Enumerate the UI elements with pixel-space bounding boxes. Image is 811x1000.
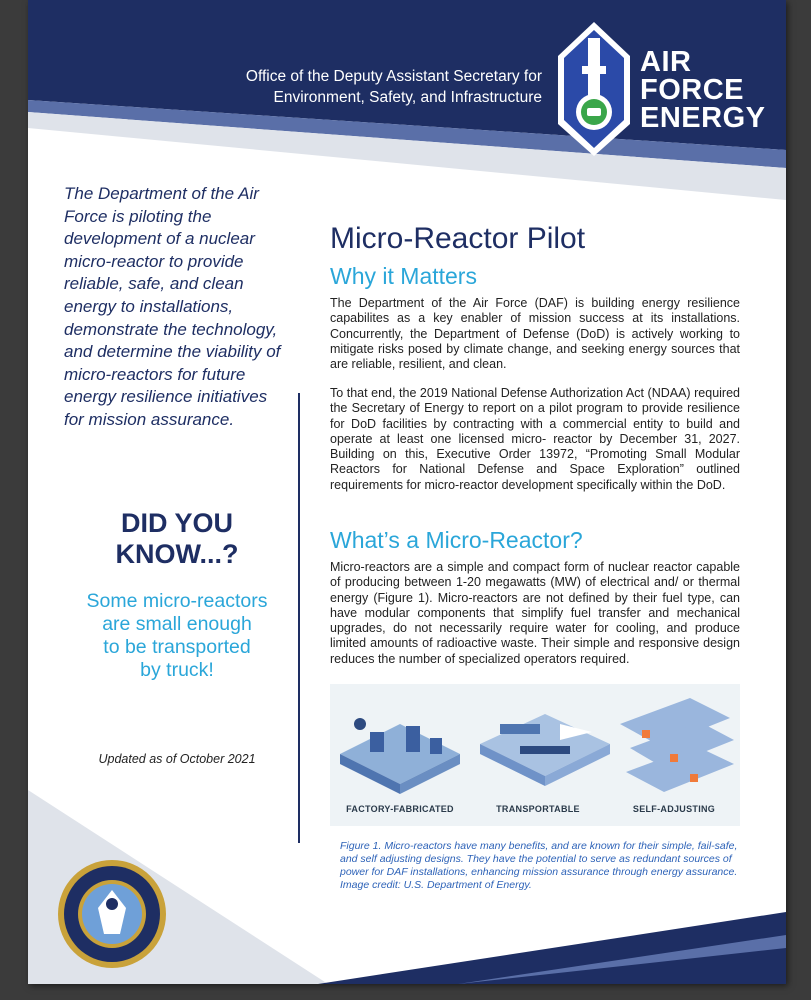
did-you-know-line-2: KNOW...? — [115, 539, 239, 569]
brand-wordmark — [640, 48, 765, 132]
figure-label-self-adjusting: SELF-ADJUSTING — [632, 804, 716, 814]
office-line-2: Environment, Safety, and Infrastructure — [273, 89, 542, 106]
did-you-know-line-1: DID YOU — [120, 508, 234, 538]
section-heading-why: Why it Matters — [330, 263, 477, 289]
office-line-1: Office of the Deputy Assistant Secretary for — [245, 68, 542, 85]
figure-1 — [330, 684, 740, 826]
fact-line-1: Some micro-reactors — [86, 590, 268, 612]
air-force-energy-shield-icon — [554, 20, 634, 160]
figure-label-transportable: TRANSPORTABLE — [496, 804, 580, 814]
sidebar-lead: The Department of the Air Force is piloting the development of a nuclear micro-reactor to provide reliable, safe, and clean energy to installations, demonstrate the technology, and determine the viability of micro-reactors for future energy resilience initiatives for mission assurance. — [64, 184, 281, 429]
self-adjusting-illustration — [620, 698, 734, 792]
document-page — [28, 0, 786, 984]
figure-illustration — [330, 684, 740, 802]
page-title: Micro-Reactor Pilot — [330, 222, 586, 255]
factory-illustration — [340, 718, 460, 794]
paragraph-why-2: To that end, the 2019 National Defense Authorization Act (NDAA) required the Secretary of Energy to report on a pilot program to provide resilience for DoD facilities by contracting with a commercial entity to build and operate at least one licensed micro- reactor by December 31, 2027. Building on this, Executive Order 13972, “Promoting Small Modular Reactors for National Defense and Space Exploration” outlined requirements for micro-reactor development specifically within the DoD. — [330, 386, 740, 492]
paragraph-what: Micro-reactors are a simple and compact form of nuclear reactor capable of producing between 1-20 megawatts (MW) of electrical and/ or thermal energy (Figure 1). Micro-reactors are not defined by their fuel type, can have modular components that simplify fuel transfer and mechanical upgrades, do not necessarily require water for cooling, and produce limited amounts of radioactive waste. Their simple and responsive design reduces the number of specialized operators required. — [330, 560, 740, 666]
brand-line-3: ENERGY — [640, 102, 766, 134]
updated-date: Updated as of October 2021 — [98, 752, 256, 766]
transport-illustration — [480, 714, 610, 786]
section-heading-what: What’s a Micro-Reactor? — [330, 527, 583, 553]
brand-line-1: AIR — [640, 46, 692, 78]
did-you-know-fact — [54, 590, 300, 682]
did-you-know-heading — [64, 508, 290, 570]
office-title — [246, 66, 542, 108]
paragraph-why-1: The Department of the Air Force (DAF) is building energy resilience capabilites as a key enabler of mission success at its installations. Concurrently, the Department of Defense (DoD) is actively working to mitigate risks posed by climate change, and seeking energy sources that are reliable, resilient, and clean. — [330, 296, 740, 372]
figure-label-factory: FACTORY-FABRICATED — [346, 804, 454, 814]
figure-caption: Figure 1. Micro-reactors have many benefits, and are known for their simple, fail-safe, and self adjusting designs. They have the potential to serve as redundant sources of power for DAF installations, enhancing mission assurance through energy assurance. Image credit: U.S. Department of Energy. — [340, 840, 738, 891]
fact-line-3: to be transported — [103, 636, 251, 658]
fact-line-2: are small enough — [102, 613, 252, 635]
fact-line-4: by truck! — [140, 659, 214, 681]
brand-line-2: FORCE — [640, 74, 744, 106]
department-of-the-air-force-seal-icon — [56, 858, 168, 970]
